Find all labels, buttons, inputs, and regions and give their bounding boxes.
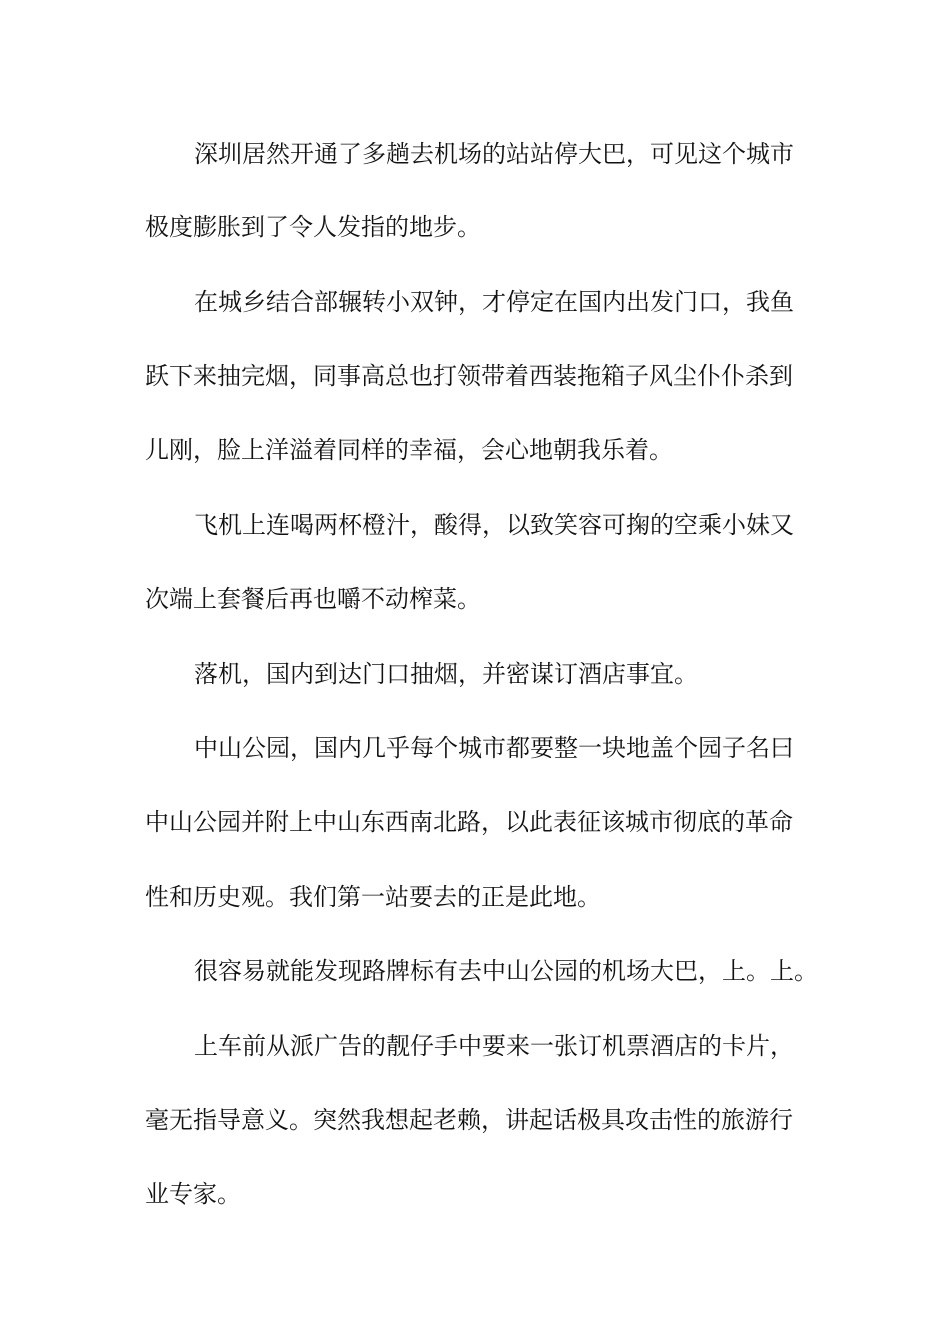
text-line: 深圳居然开通了多趟去机场的站站停大巴，可见这个城市 <box>194 140 794 168</box>
text-line: 业专家。 <box>145 1180 241 1208</box>
text-line: 在城乡结合部辗转小双钟，才停定在国内出发门口，我鱼 <box>194 288 794 316</box>
text-line: 飞机上连喝两杯橙汁，酸得，以致笑容可掬的空乘小妹又 <box>194 511 794 539</box>
text-line: 次端上套餐后再也嚼不动榨菜。 <box>145 585 481 613</box>
text-line: 中山公园，国内几乎每个城市都要整一块地盖个园子名曰 <box>194 734 794 762</box>
text-line: 很容易就能发现路牌标有去中山公园的机场大巴，上。上。 <box>194 957 818 985</box>
text-line: 落机，国内到达门口抽烟，并密谋订酒店事宜。 <box>194 660 698 688</box>
text-line: 性和历史观。我们第一站要去的正是此地。 <box>145 883 601 911</box>
text-line: 毫无指导意义。突然我想起老赖，讲起话极具攻击性的旅游行 <box>145 1106 793 1134</box>
text-line: 儿刚，脸上洋溢着同样的幸福，会心地朝我乐着。 <box>145 436 673 464</box>
text-line: 跃下来抽完烟，同事高总也打领带着西装拖箱子风尘仆仆杀到 <box>145 362 793 390</box>
text-line: 中山公园并附上中山东西南北路，以此表征该城市彻底的革命 <box>145 808 793 836</box>
text-line: 上车前从派广告的靓仔手中要来一张订机票酒店的卡片， <box>194 1032 794 1060</box>
text-line: 极度膨胀到了令人发指的地步。 <box>145 213 481 241</box>
